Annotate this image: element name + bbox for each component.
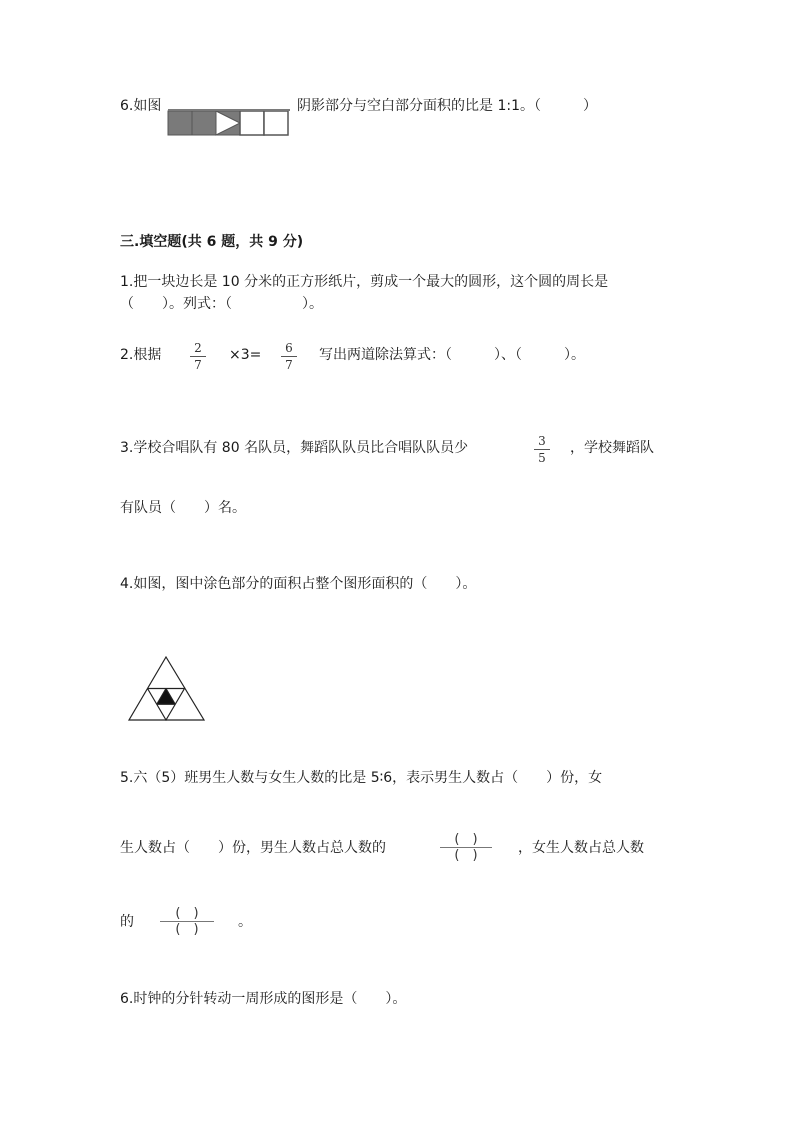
q3-fraction	[534, 434, 550, 465]
triangle-figure	[127, 656, 207, 722]
q3-line1-prefix: 3.学校合唱队有 80 名队员，舞蹈队队员比合唱队队员少	[120, 440, 469, 456]
q5-line2-prefix: 生人数占（ ）份，男生人数占总人数的	[120, 840, 386, 856]
q2-fraction-1	[190, 341, 206, 372]
q2-fraction-2	[281, 341, 297, 372]
q5-line1: 5.六（5）班男生人数与女生人数的比是 5∶6，表示男生人数占（ ）份，女	[120, 770, 603, 786]
q5-fraction-2	[160, 906, 214, 937]
q5-line3-prefix: 的	[120, 914, 134, 930]
q3-line2: 有队员（ ）名。	[120, 500, 246, 516]
fraction-denominator: 7	[285, 358, 293, 372]
fraction-denominator: ( )	[175, 922, 199, 937]
fraction-bar	[534, 449, 550, 450]
fraction-numerator: ( )	[175, 906, 199, 921]
q5-fraction-1	[440, 832, 492, 863]
fraction-denominator: ( )	[454, 848, 478, 863]
q4-text: 4.如图，图中涂色部分的面积占整个图形面积的（ ）。	[120, 576, 477, 592]
q2-multiply-text: ×3=	[229, 347, 262, 363]
strip-shaded-cell	[168, 111, 192, 135]
shaded-strip-figure	[167, 106, 295, 136]
q5-line2-suffix: ，女生人数占总人数	[518, 840, 644, 856]
strip-bar	[168, 109, 290, 111]
fraction-numerator: 3	[538, 434, 546, 448]
q6-text: 6.时钟的分针转动一周形成的图形是（ ）。	[120, 991, 407, 1007]
judge-q6-prefix: 6.如图	[120, 98, 162, 114]
strip-white-cell	[264, 111, 288, 135]
fraction-denominator: 7	[194, 358, 202, 372]
strip-white-cell	[240, 111, 264, 135]
q1-line2: （ ）。列式：（ ）。	[120, 296, 323, 312]
section-title: 三.填空题(共 6 题，共 9 分)	[120, 234, 304, 250]
fraction-numerator: 2	[194, 341, 202, 355]
fraction-numerator: ( )	[454, 832, 478, 847]
judge-q6-suffix: 阴影部分与空白部分面积的比是 1:1。（ ）	[297, 98, 597, 114]
fraction-numerator: 6	[285, 341, 293, 355]
fraction-denominator: 5	[538, 451, 546, 465]
strip-shaded-cell	[192, 111, 216, 135]
q1-line1: 1.把一块边长是 10 分米的正方形纸片，剪成一个最大的圆形，这个圆的周长是	[120, 274, 609, 290]
q2-prefix: 2.根据	[120, 347, 162, 363]
fraction-bar	[281, 356, 297, 357]
q2-suffix: 写出两道除法算式：（ ）、（ ）。	[319, 347, 585, 363]
fraction-bar	[190, 356, 206, 357]
q5-line3-suffix: 。	[238, 914, 252, 930]
q3-line1-suffix: ，学校舞蹈队	[570, 440, 654, 456]
